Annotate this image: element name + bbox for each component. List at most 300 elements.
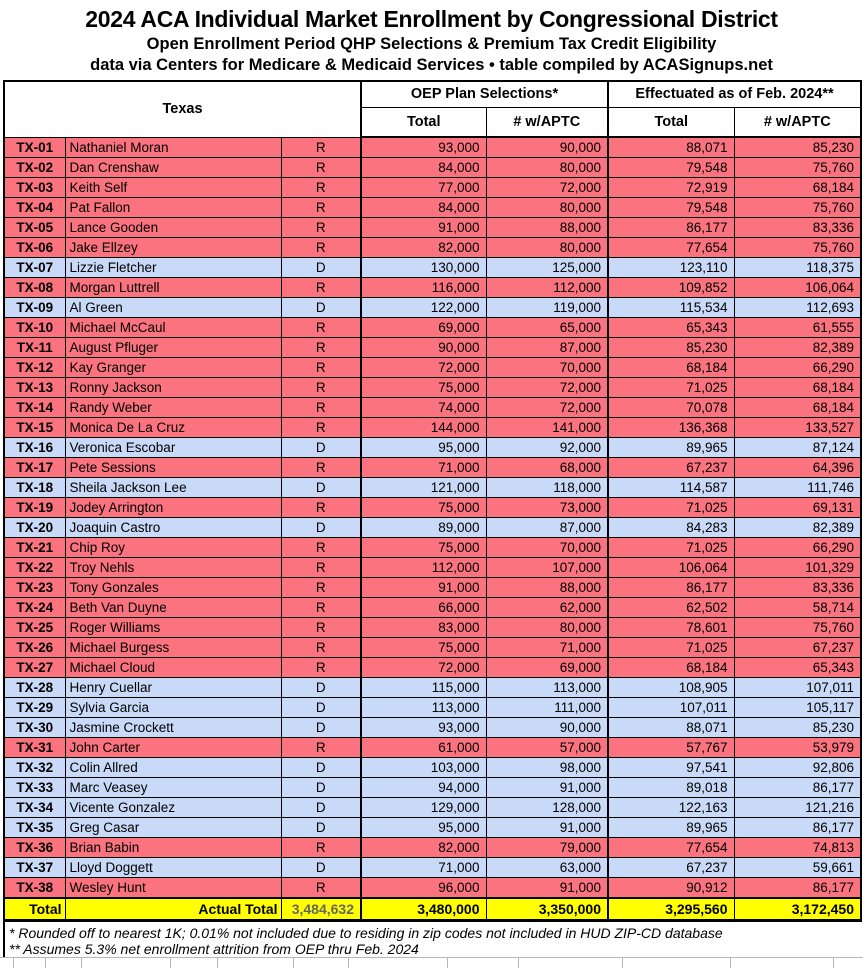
eff-aptc-cell: 66,290 (734, 538, 861, 558)
rep-name-cell: Brian Babin (65, 838, 281, 858)
footnote-attrition: ** Assumes 5.3% net enrollment attrition from OEP thru Feb. 2024 (9, 941, 419, 957)
table-row (4, 838, 861, 858)
table-row (4, 498, 861, 518)
district-cell: TX-13 (4, 378, 65, 398)
party-cell: R (281, 498, 361, 518)
district-cell: TX-17 (4, 458, 65, 478)
party-cell: R (281, 598, 361, 618)
district-cell: TX-19 (4, 498, 65, 518)
district-cell: TX-02 (4, 158, 65, 178)
party-cell: R (281, 458, 361, 478)
table-row (4, 478, 861, 498)
rep-name-cell: Al Green (65, 298, 281, 318)
eff-aptc-cell: 85,230 (734, 137, 861, 158)
eff-aptc-cell: 83,336 (734, 578, 861, 598)
eff-total-cell: 114,587 (608, 478, 734, 498)
eff-aptc-cell: 53,979 (734, 738, 861, 758)
eff-total-cell: 57,767 (608, 738, 734, 758)
table-row (4, 658, 861, 678)
eff-aptc-cell: 92,806 (734, 758, 861, 778)
party-cell: R (281, 218, 361, 238)
oep-aptc-cell: 57,000 (486, 738, 608, 758)
district-cell: TX-11 (4, 338, 65, 358)
party-cell: D (281, 678, 361, 698)
oep-total-cell: 82,000 (361, 838, 486, 858)
oep-total-cell: 103,000 (361, 758, 486, 778)
rep-name-cell: Marc Veasey (65, 778, 281, 798)
oep-total-cell: 72,000 (361, 358, 486, 378)
oep-aptc-cell: 70,000 (486, 538, 608, 558)
party-cell: D (281, 698, 361, 718)
party-cell: D (281, 718, 361, 738)
oep-aptc-cell: 90,000 (486, 718, 608, 738)
district-cell: TX-38 (4, 878, 65, 899)
eff-aptc-cell: 67,237 (734, 638, 861, 658)
oep-total-cell: 130,000 (361, 258, 486, 278)
eff-total-cell: 68,184 (608, 358, 734, 378)
eff-aptc-cell: 58,714 (734, 598, 861, 618)
table-row (4, 878, 861, 899)
eff-aptc-cell: 75,760 (734, 618, 861, 638)
eff-aptc-cell: 86,177 (734, 778, 861, 798)
district-cell: TX-21 (4, 538, 65, 558)
district-cell: TX-30 (4, 718, 65, 738)
district-cell: TX-32 (4, 758, 65, 778)
district-cell: TX-29 (4, 698, 65, 718)
table-row (4, 338, 861, 358)
page-source-line: data via Centers for Medicare & Medicaid Services • table compiled by ACASignups.net (90, 56, 773, 74)
party-cell: D (281, 778, 361, 798)
oep-aptc-cell: 112,000 (486, 278, 608, 298)
eff-total-cell: 68,184 (608, 658, 734, 678)
eff-total-cell: 67,237 (608, 458, 734, 478)
district-cell: TX-01 (4, 137, 65, 158)
table-row (4, 678, 861, 698)
oep-total-cell: 113,000 (361, 698, 486, 718)
eff-total-cell: 89,018 (608, 778, 734, 798)
rep-name-cell: Michael Cloud (65, 658, 281, 678)
eff-aptc-cell: 107,011 (734, 678, 861, 698)
party-cell: R (281, 137, 361, 158)
total-eff-aptc: 3,172,450 (734, 898, 861, 921)
actual-total-label: Actual Total (65, 898, 281, 921)
party-cell: D (281, 478, 361, 498)
district-cell: TX-15 (4, 418, 65, 438)
rep-name-cell: Michael Burgess (65, 638, 281, 658)
eff-aptc-cell: 86,177 (734, 818, 861, 838)
oep-aptc-cell: 73,000 (486, 498, 608, 518)
col-group-oep-selections: OEP Plan Selections* (361, 81, 608, 107)
eff-aptc-cell: 75,760 (734, 158, 861, 178)
party-cell: R (281, 358, 361, 378)
oep-aptc-cell: 128,000 (486, 798, 608, 818)
rep-name-cell: Lloyd Doggett (65, 858, 281, 878)
eff-total-cell: 90,912 (608, 878, 734, 899)
eff-aptc-cell: 75,760 (734, 198, 861, 218)
eff-total-cell: 88,071 (608, 137, 734, 158)
total-row (4, 898, 861, 921)
eff-total-cell: 89,965 (608, 438, 734, 458)
eff-total-cell: 77,654 (608, 238, 734, 258)
rep-name-cell: Monica De La Cruz (65, 418, 281, 438)
table-row (4, 858, 861, 878)
eff-aptc-cell: 87,124 (734, 438, 861, 458)
eff-total-cell: 85,230 (608, 338, 734, 358)
table-row (4, 458, 861, 478)
eff-aptc-cell: 82,389 (734, 518, 861, 538)
table-row (4, 638, 861, 658)
table-row (4, 137, 861, 158)
oep-total-cell: 75,000 (361, 638, 486, 658)
party-cell: R (281, 738, 361, 758)
oep-total-cell: 71,000 (361, 458, 486, 478)
eff-aptc-cell: 59,661 (734, 858, 861, 878)
oep-total-cell: 115,000 (361, 678, 486, 698)
col-header-eff-total: Total (608, 107, 734, 137)
party-cell: R (281, 238, 361, 258)
oep-aptc-cell: 91,000 (486, 778, 608, 798)
oep-aptc-cell: 68,000 (486, 458, 608, 478)
table-row (4, 258, 861, 278)
rep-name-cell: Keith Self (65, 178, 281, 198)
district-cell: TX-10 (4, 318, 65, 338)
district-cell: TX-35 (4, 818, 65, 838)
oep-total-cell: 61,000 (361, 738, 486, 758)
eff-total-cell: 79,548 (608, 158, 734, 178)
eff-total-cell: 78,601 (608, 618, 734, 638)
eff-total-cell: 108,905 (608, 678, 734, 698)
oep-aptc-cell: 62,000 (486, 598, 608, 618)
eff-total-cell: 106,064 (608, 558, 734, 578)
eff-total-cell: 89,965 (608, 818, 734, 838)
eff-total-cell: 71,025 (608, 538, 734, 558)
rep-name-cell: Henry Cuellar (65, 678, 281, 698)
rep-name-cell: Jodey Arrington (65, 498, 281, 518)
table-row (4, 378, 861, 398)
party-cell: D (281, 798, 361, 818)
oep-aptc-cell: 119,000 (486, 298, 608, 318)
oep-total-cell: 75,000 (361, 538, 486, 558)
table-row (4, 738, 861, 758)
table-row (4, 718, 861, 738)
district-cell: TX-18 (4, 478, 65, 498)
rep-name-cell: Ronny Jackson (65, 378, 281, 398)
party-cell: R (281, 618, 361, 638)
eff-total-cell: 97,541 (608, 758, 734, 778)
eff-aptc-cell: 133,527 (734, 418, 861, 438)
rep-name-cell: Lance Gooden (65, 218, 281, 238)
table-row (4, 798, 861, 818)
eff-total-cell: 136,368 (608, 418, 734, 438)
sheet-gridline-strip (0, 957, 863, 967)
rep-name-cell: Vicente Gonzalez (65, 798, 281, 818)
total-oep-aptc: 3,350,000 (486, 898, 608, 921)
eff-total-cell: 84,283 (608, 518, 734, 538)
oep-aptc-cell: 79,000 (486, 838, 608, 858)
page-header (0, 0, 863, 76)
oep-aptc-cell: 91,000 (486, 878, 608, 899)
oep-aptc-cell: 71,000 (486, 638, 608, 658)
total-label: Total (4, 898, 65, 921)
oep-aptc-cell: 72,000 (486, 378, 608, 398)
oep-aptc-cell: 91,000 (486, 818, 608, 838)
table-row (4, 578, 861, 598)
table-row (4, 778, 861, 798)
eff-total-cell: 88,071 (608, 718, 734, 738)
rep-name-cell: John Carter (65, 738, 281, 758)
eff-total-cell: 86,177 (608, 578, 734, 598)
table-row (4, 518, 861, 538)
oep-aptc-cell: 88,000 (486, 578, 608, 598)
eff-aptc-cell: 68,184 (734, 398, 861, 418)
eff-aptc-cell: 83,336 (734, 218, 861, 238)
table-row (4, 358, 861, 378)
eff-total-cell: 72,919 (608, 178, 734, 198)
party-cell: R (281, 398, 361, 418)
eff-aptc-cell: 68,184 (734, 178, 861, 198)
party-cell: D (281, 518, 361, 538)
oep-aptc-cell: 70,000 (486, 358, 608, 378)
rep-name-cell: Nathaniel Moran (65, 137, 281, 158)
oep-aptc-cell: 80,000 (486, 158, 608, 178)
oep-total-cell: 83,000 (361, 618, 486, 638)
table-row (4, 178, 861, 198)
party-cell: D (281, 858, 361, 878)
table-row (4, 698, 861, 718)
rep-name-cell: Roger Williams (65, 618, 281, 638)
district-cell: TX-09 (4, 298, 65, 318)
rep-name-cell: August Pfluger (65, 338, 281, 358)
district-cell: TX-14 (4, 398, 65, 418)
oep-total-cell: 89,000 (361, 518, 486, 538)
oep-total-cell: 116,000 (361, 278, 486, 298)
eff-aptc-cell: 64,396 (734, 458, 861, 478)
oep-total-cell: 93,000 (361, 137, 486, 158)
oep-total-cell: 74,000 (361, 398, 486, 418)
party-cell: R (281, 638, 361, 658)
district-cell: TX-20 (4, 518, 65, 538)
rep-name-cell: Pat Fallon (65, 198, 281, 218)
oep-aptc-cell: 92,000 (486, 438, 608, 458)
eff-total-cell: 115,534 (608, 298, 734, 318)
oep-total-cell: 95,000 (361, 818, 486, 838)
eff-aptc-cell: 74,813 (734, 838, 861, 858)
oep-total-cell: 72,000 (361, 658, 486, 678)
district-cell: TX-23 (4, 578, 65, 598)
oep-aptc-cell: 98,000 (486, 758, 608, 778)
oep-aptc-cell: 80,000 (486, 618, 608, 638)
rep-name-cell: Troy Nehls (65, 558, 281, 578)
party-cell: R (281, 338, 361, 358)
page-title: 2024 ACA Individual Market Enrollment by Congressional District (85, 6, 778, 32)
rep-name-cell: Veronica Escobar (65, 438, 281, 458)
eff-aptc-cell: 69,131 (734, 498, 861, 518)
oep-aptc-cell: 125,000 (486, 258, 608, 278)
eff-total-cell: 62,502 (608, 598, 734, 618)
oep-total-cell: 91,000 (361, 218, 486, 238)
party-cell: R (281, 538, 361, 558)
district-cell: TX-27 (4, 658, 65, 678)
rep-name-cell: Dan Crenshaw (65, 158, 281, 178)
district-cell: TX-22 (4, 558, 65, 578)
table-row (4, 318, 861, 338)
eff-total-cell: 107,011 (608, 698, 734, 718)
party-cell: D (281, 758, 361, 778)
oep-aptc-cell: 80,000 (486, 238, 608, 258)
eff-total-cell: 71,025 (608, 378, 734, 398)
party-cell: D (281, 438, 361, 458)
oep-total-cell: 75,000 (361, 498, 486, 518)
eff-aptc-cell: 86,177 (734, 878, 861, 899)
oep-total-cell: 95,000 (361, 438, 486, 458)
oep-total-cell: 84,000 (361, 198, 486, 218)
rep-name-cell: Joaquin Castro (65, 518, 281, 538)
oep-aptc-cell: 90,000 (486, 137, 608, 158)
oep-aptc-cell: 118,000 (486, 478, 608, 498)
oep-total-cell: 82,000 (361, 238, 486, 258)
eff-total-cell: 65,343 (608, 318, 734, 338)
oep-total-cell: 77,000 (361, 178, 486, 198)
eff-aptc-cell: 111,746 (734, 478, 861, 498)
rep-name-cell: Jake Ellzey (65, 238, 281, 258)
party-cell: R (281, 378, 361, 398)
col-group-effectuated: Effectuated as of Feb. 2024** (608, 81, 861, 107)
party-cell: R (281, 158, 361, 178)
total-oep-total: 3,480,000 (361, 898, 486, 921)
rep-name-cell: Pete Sessions (65, 458, 281, 478)
footnote-rounding: * Rounded off to nearest 1K; 0.01% not included due to residing in zip codes not included in HUD ZIP-CD database (9, 925, 723, 941)
rep-name-cell: Jasmine Crockett (65, 718, 281, 738)
rep-name-cell: Michael McCaul (65, 318, 281, 338)
table-row (4, 618, 861, 638)
page-subtitle: Open Enrollment Period QHP Selections & Premium Tax Credit Eligibility (146, 35, 717, 53)
eff-aptc-cell: 65,343 (734, 658, 861, 678)
district-cell: TX-07 (4, 258, 65, 278)
table-row (4, 218, 861, 238)
table-row (4, 158, 861, 178)
table-row (4, 278, 861, 298)
enrollment-table (3, 80, 862, 922)
oep-total-cell: 71,000 (361, 858, 486, 878)
eff-aptc-cell: 101,329 (734, 558, 861, 578)
oep-total-cell: 84,000 (361, 158, 486, 178)
rep-name-cell: Greg Casar (65, 818, 281, 838)
rep-name-cell: Lizzie Fletcher (65, 258, 281, 278)
party-cell: D (281, 298, 361, 318)
rep-name-cell: Sheila Jackson Lee (65, 478, 281, 498)
party-cell: D (281, 818, 361, 838)
footnotes (3, 922, 863, 957)
eff-total-cell: 71,025 (608, 638, 734, 658)
table-row (4, 758, 861, 778)
eff-aptc-cell: 82,389 (734, 338, 861, 358)
district-cell: TX-03 (4, 178, 65, 198)
table-row (4, 238, 861, 258)
oep-aptc-cell: 88,000 (486, 218, 608, 238)
table-row (4, 538, 861, 558)
district-cell: TX-36 (4, 838, 65, 858)
rep-name-cell: Chip Roy (65, 538, 281, 558)
oep-total-cell: 90,000 (361, 338, 486, 358)
eff-aptc-cell: 112,693 (734, 298, 861, 318)
oep-aptc-cell: 87,000 (486, 338, 608, 358)
table-row (4, 818, 861, 838)
eff-aptc-cell: 85,230 (734, 718, 861, 738)
rep-name-cell: Colin Allred (65, 758, 281, 778)
table-row (4, 298, 861, 318)
table-row (4, 418, 861, 438)
party-cell: D (281, 258, 361, 278)
party-cell: R (281, 658, 361, 678)
table-row (4, 198, 861, 218)
oep-total-cell: 66,000 (361, 598, 486, 618)
col-header-oep-aptc: # w/APTC (486, 107, 608, 137)
oep-aptc-cell: 141,000 (486, 418, 608, 438)
party-cell: R (281, 878, 361, 899)
eff-aptc-cell: 121,216 (734, 798, 861, 818)
eff-total-cell: 71,025 (608, 498, 734, 518)
oep-aptc-cell: 65,000 (486, 318, 608, 338)
total-eff-total: 3,295,560 (608, 898, 734, 921)
oep-aptc-cell: 72,000 (486, 398, 608, 418)
district-cell: TX-12 (4, 358, 65, 378)
party-cell: R (281, 198, 361, 218)
district-cell: TX-28 (4, 678, 65, 698)
district-cell: TX-37 (4, 858, 65, 878)
rep-name-cell: Tony Gonzales (65, 578, 281, 598)
oep-aptc-cell: 69,000 (486, 658, 608, 678)
rep-name-cell: Kay Granger (65, 358, 281, 378)
rep-name-cell: Morgan Luttrell (65, 278, 281, 298)
eff-aptc-cell: 66,290 (734, 358, 861, 378)
table-row (4, 598, 861, 618)
rep-name-cell: Beth Van Duyne (65, 598, 281, 618)
district-cell: TX-06 (4, 238, 65, 258)
table-row (4, 438, 861, 458)
eff-aptc-cell: 68,184 (734, 378, 861, 398)
party-cell: R (281, 178, 361, 198)
eff-aptc-cell: 105,117 (734, 698, 861, 718)
eff-aptc-cell: 75,760 (734, 238, 861, 258)
oep-aptc-cell: 107,000 (486, 558, 608, 578)
eff-aptc-cell: 61,555 (734, 318, 861, 338)
party-cell: R (281, 578, 361, 598)
oep-total-cell: 129,000 (361, 798, 486, 818)
district-cell: TX-33 (4, 778, 65, 798)
oep-total-cell: 94,000 (361, 778, 486, 798)
oep-total-cell: 121,000 (361, 478, 486, 498)
district-cell: TX-04 (4, 198, 65, 218)
table-row (4, 558, 861, 578)
eff-total-cell: 109,852 (608, 278, 734, 298)
table-row (4, 398, 861, 418)
eff-total-cell: 123,110 (608, 258, 734, 278)
eff-total-cell: 122,163 (608, 798, 734, 818)
district-cell: TX-24 (4, 598, 65, 618)
party-cell: R (281, 418, 361, 438)
oep-total-cell: 96,000 (361, 878, 486, 899)
rep-name-cell: Wesley Hunt (65, 878, 281, 899)
state-name: Texas (4, 81, 361, 137)
district-cell: TX-08 (4, 278, 65, 298)
oep-aptc-cell: 87,000 (486, 518, 608, 538)
eff-total-cell: 86,177 (608, 218, 734, 238)
party-cell: R (281, 318, 361, 338)
district-cell: TX-25 (4, 618, 65, 638)
oep-total-cell: 144,000 (361, 418, 486, 438)
oep-aptc-cell: 72,000 (486, 178, 608, 198)
col-header-eff-aptc: # w/APTC (734, 107, 861, 137)
